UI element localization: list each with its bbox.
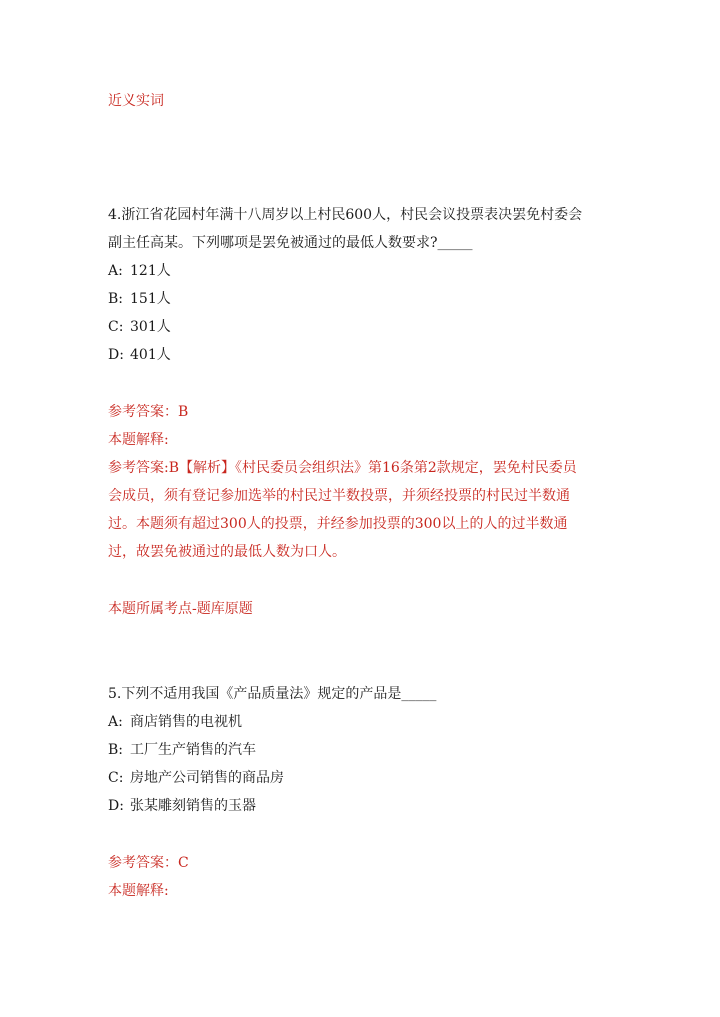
q5-stem-line-1: 5.下列不适用我国《产品质量法》规定的产品是_____: [108, 686, 437, 702]
q4-option-b-text: 151人: [130, 291, 171, 307]
q4-stem-line-2: 副主任高某。下列哪项是罢免被通过的最低人数要求?_____: [108, 235, 473, 251]
q4-option-c-text: 301人: [130, 319, 171, 335]
q4-category: 本题所属考点-题库原题: [108, 601, 253, 617]
q5-answer: 参考答案：C: [108, 855, 189, 871]
q5-option-b: [108, 740, 256, 760]
q5-option-c-letter: C:: [108, 770, 124, 786]
q5-option-b-letter: B:: [108, 742, 124, 758]
q4-answer: 参考答案：B: [108, 404, 189, 420]
q4-option-c: [108, 317, 171, 337]
q4-option-a-text: 121人: [130, 263, 171, 279]
q4-option-c-letter: C:: [108, 319, 124, 335]
q4-explain-heading: 本题解释:: [108, 432, 169, 448]
q5-option-c: [108, 768, 284, 788]
q5-explain-heading: 本题解释:: [108, 883, 169, 899]
q5-option-a-letter: A:: [108, 714, 123, 730]
q5-option-a: [108, 712, 242, 732]
q5-option-d: [108, 796, 256, 816]
q4-option-d: [108, 345, 171, 365]
q4-explain-line-1: 参考答案:B【解析】《村民委员会组织法》第16条第2款规定，罢免村民委员: [108, 460, 577, 476]
q4-option-d-text: 401人: [130, 347, 171, 363]
q5-option-c-text: 房地产公司销售的商品房: [130, 770, 284, 786]
q5-option-a-text: 商店销售的电视机: [130, 714, 242, 730]
q5-option-b-text: 工厂生产销售的汽车: [130, 742, 256, 758]
q4-option-b: [108, 289, 171, 309]
q5-option-d-text: 张某雕刻销售的玉器: [130, 798, 256, 814]
q4-explain-line-2: 会成员，须有登记参加选举的村民过半数投票，并须经投票的村民过半数通: [108, 488, 570, 504]
prev-question-category: 近义实词: [108, 93, 164, 109]
q4-stem-line-1: 4.浙江省花园村年满十八周岁以上村民600人，村民会议投票表决罢免村委会: [108, 207, 583, 223]
q4-explain-line-4: 过，故罢免被通过的最低人数为口人。: [108, 544, 346, 560]
q4-option-a: [108, 261, 171, 281]
q4-option-a-letter: A:: [108, 263, 123, 279]
q4-explain-line-3: 过。本题须有超过300人的投票，并经参加投票的300以上的人的过半数通: [108, 516, 568, 532]
q4-option-b-letter: B:: [108, 291, 124, 307]
q5-option-d-letter: D:: [108, 798, 124, 814]
q4-option-d-letter: D:: [108, 347, 124, 363]
